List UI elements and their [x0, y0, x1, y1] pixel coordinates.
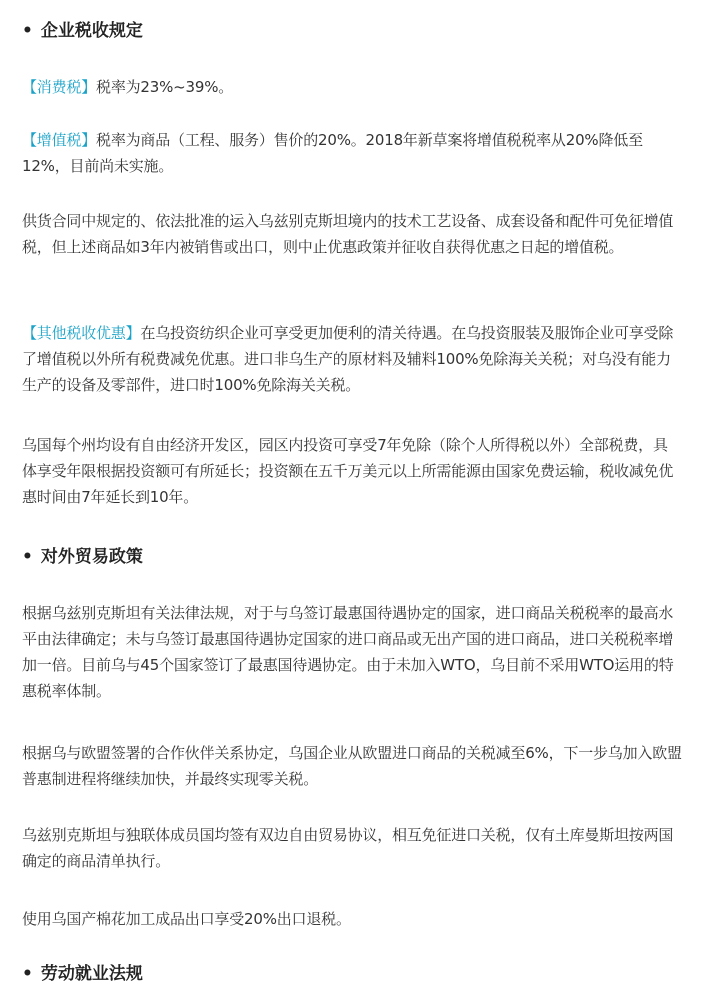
paragraph-other-incentives — [22, 320, 682, 398]
section-title: 对外贸易政策 — [40, 547, 143, 567]
paragraph-trade-eu: 根据乌与欧盟签署的合作伙伴关系协定，乌国企业从欧盟进口商品的关税减至6%，下一步乌加入欧盟普惠制进程将继续加快，并最终实现零关税。 — [22, 744, 682, 788]
tag-label: 【消费税】 — [22, 78, 97, 96]
section-heading-tax — [22, 19, 143, 43]
paragraph-consumption-tax — [22, 74, 682, 100]
paragraph-trade-cotton: 使用乌国产棉花加工成品出口享受20%出口退税。 — [22, 910, 351, 928]
tag-label: 【增值税】 — [22, 131, 97, 149]
section-title: 劳动就业法规 — [40, 964, 143, 984]
tag-label: 【其他税收优惠】 — [22, 324, 141, 342]
paragraph-vat — [22, 127, 682, 179]
paragraph-vat-exemption: 供货合同中规定的、依法批准的运入乌兹别克斯坦境内的技术工艺设备、成套设备和配件可免征增值税，但上述商品如3年内被销售或出口，则中止优惠政策并征收自获得优惠之日起的增值税。 — [22, 212, 674, 256]
section-title: 企业税收规定 — [40, 21, 143, 41]
bullet-icon: • — [22, 21, 33, 41]
paragraph-text: 在乌投资纺织企业可享受更加便利的清关待遇。在乌投资服装及服饰企业可享受除了增值税以外所有税费减免优惠。进口非乌生产的原材料及辅料100%免除海关关税；对乌没有能力生产的设备及零部件，进口时100%免除海关关税。 — [22, 324, 674, 394]
paragraph-trade-cis: 乌兹别克斯坦与独联体成员国均签有双边自由贸易协议，相互免征进口关税，仅有土库曼斯坦按两国确定的商品清单执行。 — [22, 826, 674, 870]
paragraph-trade-mfn: 根据乌兹别克斯坦有关法律法规，对于与乌签订最惠国待遇协定的国家，进口商品关税税率的最高水平由法律确定；未与乌签订最惠国待遇协定国家的进口商品或无出产国的进口商品，进口关税税率增加一倍。目前乌与45个国家签订了最惠国待遇协定。由于未加入WTO，乌目前不采用WTO运用的特惠税率体制。 — [22, 604, 674, 700]
bullet-icon: • — [22, 964, 33, 984]
paragraph-text: 税率为23%~39%。 — [96, 78, 234, 96]
bullet-icon: • — [22, 547, 33, 567]
section-heading-labor — [22, 962, 143, 986]
section-heading-trade — [22, 545, 143, 569]
paragraph-text: 税率为商品（工程、服务）售价的20%。2018年新草案将增值税税率从20%降低至12%，目前尚未实施。 — [22, 131, 643, 175]
paragraph-free-zone: 乌国每个州均设有自由经济开发区，园区内投资可享受7年免除（除个人所得税以外）全部税费，具体享受年限根据投资额可有所延长；投资额在五千万美元以上所需能源由国家免费运输，税收减免优惠时间由7年延长到10年。 — [22, 436, 674, 506]
